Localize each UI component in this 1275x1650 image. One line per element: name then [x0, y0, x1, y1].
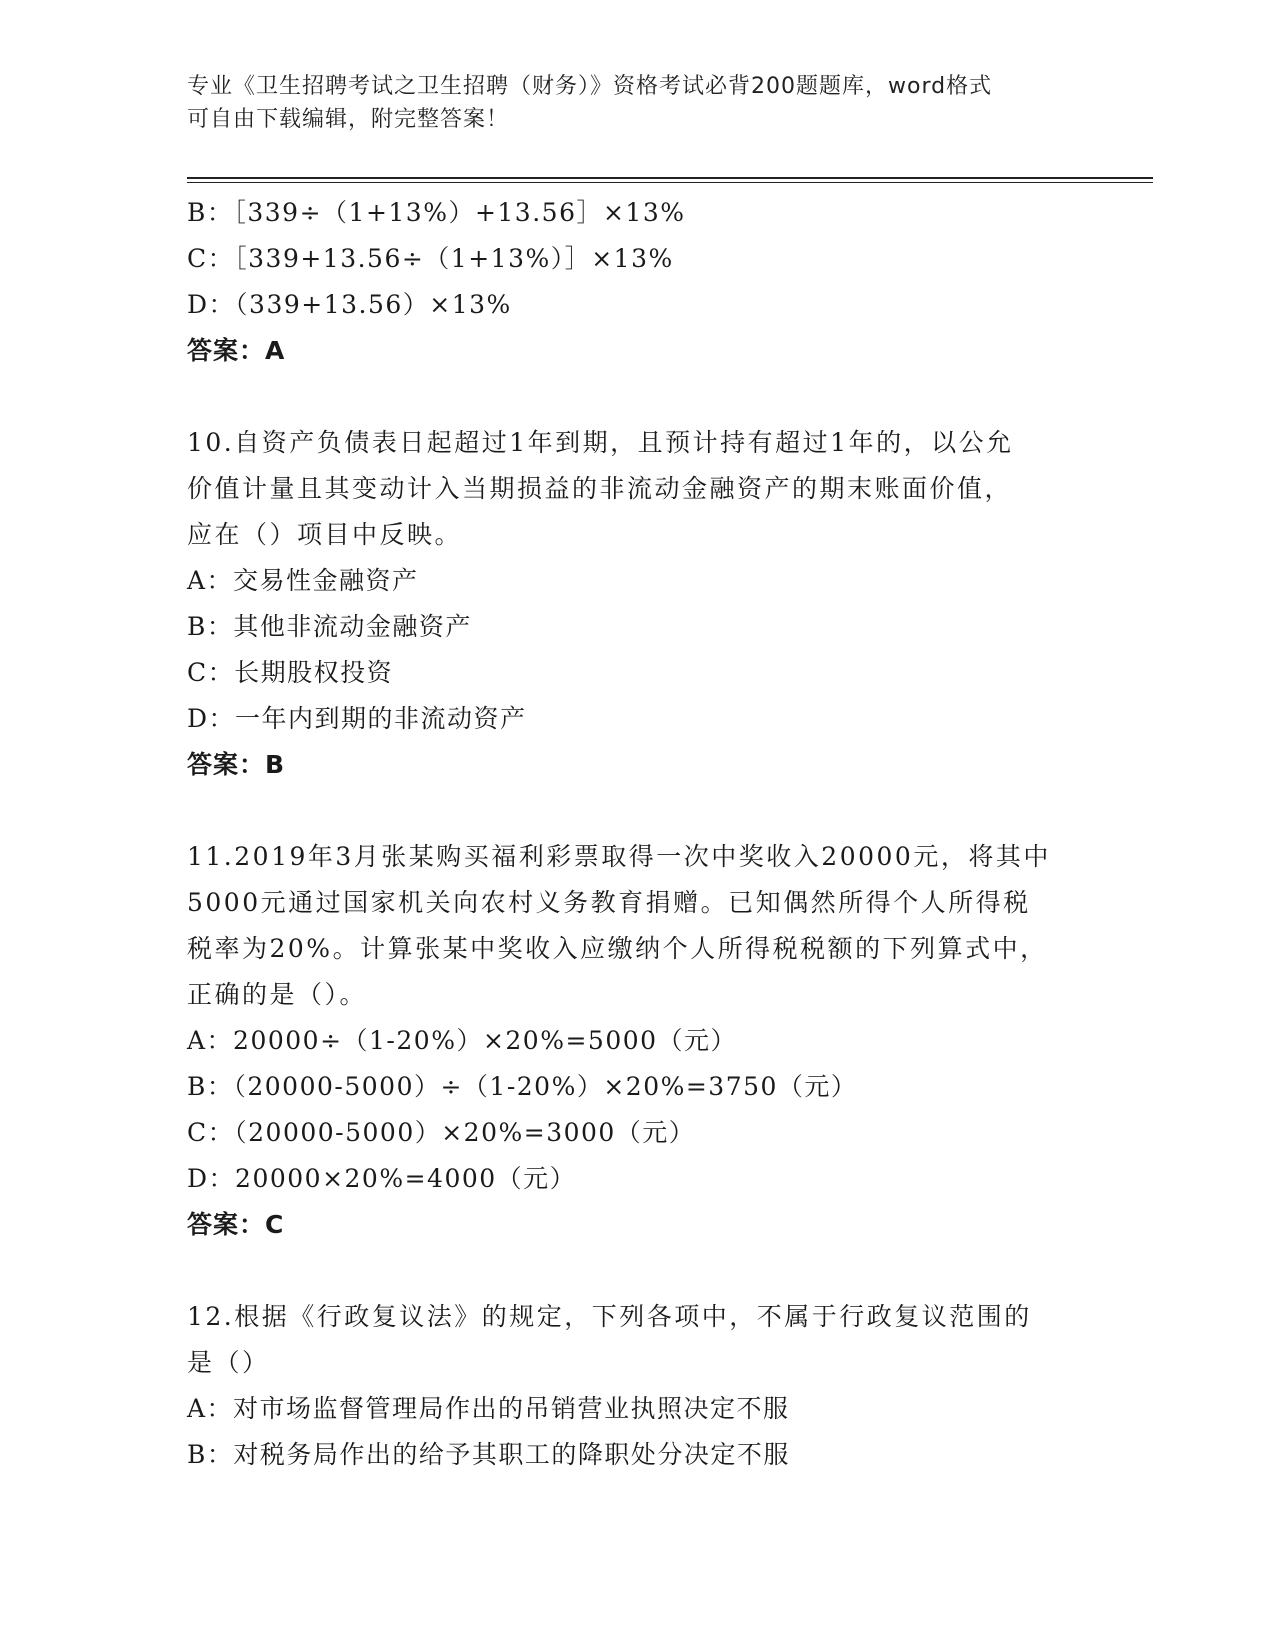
option-b: B：其他非流动金融资产 [187, 612, 472, 641]
option-c: C：长期股权投资 [187, 658, 394, 687]
question-10-block [187, 420, 1087, 788]
option-b: B：（20000-5000）÷（1-20%）×20%=3750（元） [187, 1072, 858, 1101]
question-text-line: 税率为20%。计算张某中奖收入应缴纳个人所得税税额的下列算式中， [187, 934, 1048, 963]
option-d: D：20000×20%=4000（元） [187, 1164, 577, 1193]
option-d: D：（339+13.56）×13% [187, 290, 512, 319]
question-12-text [187, 1294, 1087, 1386]
prev-question-block [187, 190, 1087, 374]
question-11-text [187, 834, 1087, 1018]
question-text-line: 11.2019年3月张某购买福利彩票取得一次中奖收入20000元，将其中 [187, 842, 1051, 871]
option-d: D：一年内到期的非流动资产 [187, 704, 527, 733]
question-content [187, 190, 1087, 1478]
question-text-line: 10.自资产负债表日起超过1年到期，且预计持有超过1年的，以公允 [187, 428, 1014, 457]
question-11-block [187, 834, 1087, 1248]
question-text-line: 是（） [187, 1348, 270, 1377]
option-c: C：（20000-5000）×20%=3000（元） [187, 1118, 696, 1147]
option-c: C：［339+13.56÷（1+13%）］×13% [187, 244, 674, 273]
question-text-line: 12.根据《行政复议法》的规定，下列各项中，不属于行政复议范围的 [187, 1302, 1032, 1331]
question-text-line: 应在（）项目中反映。 [187, 520, 463, 549]
question-text-line: 价值计量且其变动计入当期损益的非流动金融资产的期末账面价值， [187, 474, 1013, 503]
page-header [187, 70, 1087, 136]
question-text-line: 5000元通过国家机关向农村义务教育捐赠。已知偶然所得个人所得税 [187, 888, 1031, 917]
option-b: B：对税务局作出的给予其职工的降职处分决定不服 [187, 1440, 790, 1469]
option-a: A：20000÷（1-20%）×20%=5000（元） [187, 1026, 738, 1055]
option-b: B：［339÷（1+13%）+13.56］×13% [187, 198, 686, 227]
question-10-text [187, 420, 1087, 558]
answer-label: 答案：C [187, 1210, 285, 1239]
option-a: A：交易性金融资产 [187, 566, 419, 595]
header-title-line-2: 可自由下载编辑，附完整答案！ [187, 107, 510, 132]
question-12-block [187, 1294, 1087, 1478]
option-a: A：对市场监督管理局作出的吊销营业执照决定不服 [187, 1394, 790, 1423]
header-divider [187, 177, 1153, 183]
answer-label: 答案：B [187, 750, 286, 779]
header-title-line-1: 专业《卫生招聘考试之卫生招聘（财务）》资格考试必背200题题库，word格式 [187, 74, 993, 99]
question-text-line: 正确的是（）。 [187, 980, 368, 1009]
answer-label: 答案：A [187, 336, 286, 365]
